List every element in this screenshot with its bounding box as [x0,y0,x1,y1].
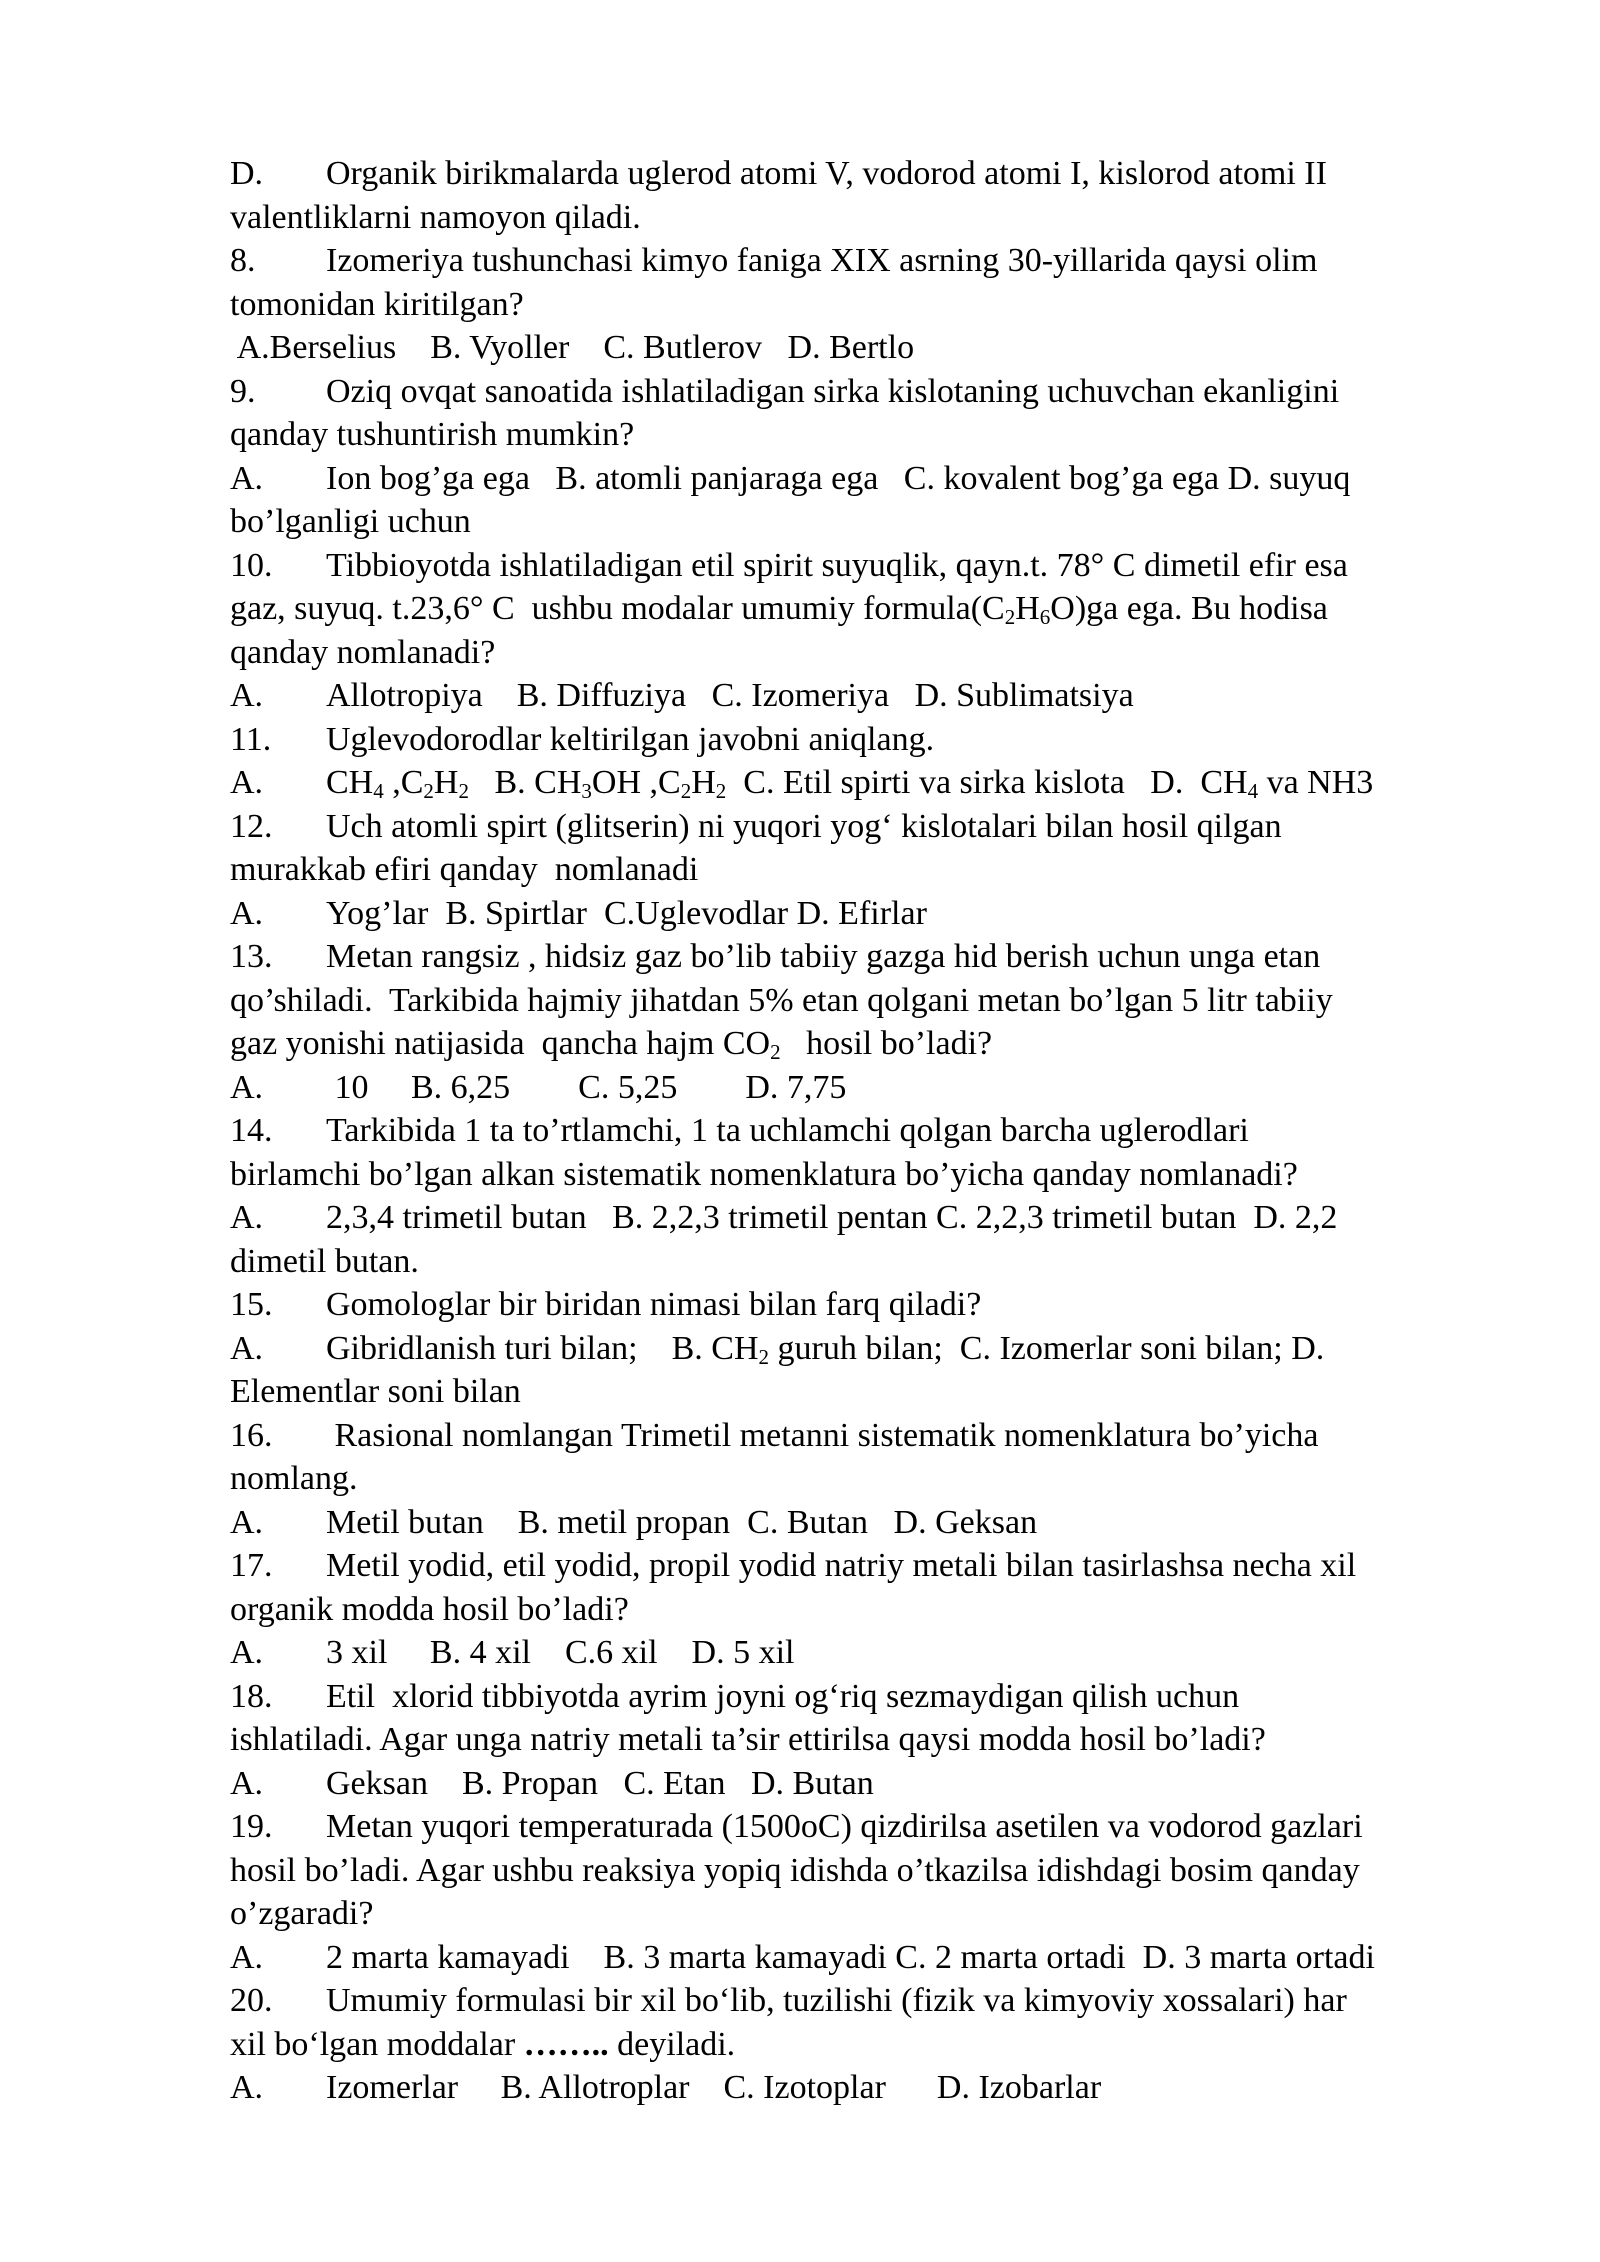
formula: B. CH [468,764,582,801]
question-9 [230,370,1530,414]
subscript: 2 [715,779,727,803]
question-text: xil bo‘lgan moddalar [230,2025,524,2063]
question-15 [230,1283,1530,1327]
option-label: A. [230,894,264,932]
question-number: 20. [230,1982,273,2019]
question-number: 14. [230,1112,273,1149]
options-text: 10 B. 6,25 C. 5,25 D. 7,75 [326,1068,847,1106]
formula: OH ,C [591,764,681,801]
question-number: 8. [230,242,256,279]
question-17 [230,1544,1530,1588]
option-label: A. [230,1329,264,1367]
question-19 [230,1805,1530,1849]
formula-text: gaz, suyuq. t.23,6° C ushbu modalar umumiy formula(C [230,590,1005,627]
question-text: Umumiy formulasi bir xil bo‘lib, tuzilishi (fizik va kimyoviy xossalari) har [326,1982,1347,2019]
subscript: 2 [458,779,469,803]
options-text: 3 xil B. 4 xil C.6 xil D. 5 xil [326,1634,795,1671]
question-14 [230,1109,1530,1153]
question-9-options [230,457,1530,501]
option-label: A. [230,1068,264,1106]
blank-dots: …….. [523,2025,609,2063]
question-13-cont: qo’shiladi. Tarkibida hajmiy jihatdan 5% etan qolgani metan bo’lgan 5 litr tabiiy [230,981,1333,1019]
question-number: 10. [230,546,273,584]
subscript: 4 [1247,779,1259,803]
formula: H [691,764,716,801]
question-text: Izomeriya tushunchasi kimyo faniga XIX asrning 30-yillarida qaysi olim [326,242,1318,279]
question-text: Etil xlorid tibbiyotda ayrim joyni og‘riq sezmaydigan qilish uchun [326,1677,1240,1715]
document-page [230,152,1530,2110]
question-10-options [230,674,1530,718]
options-text: 2 marta kamayadi B. 3 marta kamayadi C. 2 marta ortadi D. 3 marta ortadi [326,1938,1375,1976]
options-text: Yog’lar B. Spirtlar C.Uglevodlar D. Efirlar [326,894,927,932]
question-text: gaz yonishi natijasida qancha hajm CO [230,1025,771,1062]
question-text: hosil bo’ladi? [780,1025,993,1062]
q7-option-d-cont: valentliklarni namoyon qiladi. [230,198,641,236]
option-label: A. [230,1503,264,1541]
question-text: Metan rangsiz , hidsiz gaz bo’lib tabiiy gazga hid berish uchun unga etan [326,938,1321,975]
option-label: D. [230,155,264,192]
formula: CH [326,764,374,801]
question-12-cont: murakkab efiri qanday nomlanadi [230,851,699,888]
question-18-options [230,1762,1530,1806]
q7-option-d [230,152,1530,196]
subscript: 6 [1039,605,1051,629]
question-16-options [230,1501,1530,1545]
question-10 [230,544,1530,588]
question-text: Metan yuqori temperaturada (1500oC) qizdirilsa asetilen va vodorod gazlari [326,1808,1363,1845]
question-12-options [230,892,1530,936]
question-number: 18. [230,1677,273,1715]
question-number: 12. [230,807,273,845]
question-number: 11. [230,720,272,758]
question-9-options-cont: bo’lganligi uchun [230,503,471,540]
options-text: Metil butan B. metil propan C. Butan D. Geksan [326,1503,1038,1541]
question-16-cont: nomlang. [230,1460,358,1497]
question-12 [230,805,1530,849]
question-14-cont: birlamchi bo’lgan alkan sistematik nomenklatura bo’yicha qanday nomlanadi? [230,1155,1298,1193]
formula-text: O)ga ega. Bu hodisa [1050,590,1328,627]
formula-text: H [1015,590,1040,627]
question-text: Metil yodid, etil yodid, propil yodid natriy metali bilan tasirlashsa necha xil [326,1547,1357,1584]
subscript: 2 [680,779,692,803]
option-label: A. [230,764,264,801]
subscript: 2 [770,1040,781,1064]
question-14-options-cont: dimetil butan. [230,1242,419,1280]
question-10-cont [230,587,1530,631]
question-13-options [230,1066,1530,1110]
options-text: Allotropiya B. Diffuziya C. Izomeriya D. Sublimatsiya [326,677,1134,714]
question-13-cont-2 [230,1022,1530,1066]
question-number: 17. [230,1547,273,1584]
formula: ,C [383,764,424,801]
question-8-options: A.Berselius B. Vyoller C. Butlerov D. Bertlo [230,329,915,366]
subscript: 2 [1004,605,1016,629]
question-18 [230,1675,1530,1719]
option-label: A. [230,1764,264,1802]
question-number: 15. [230,1286,273,1323]
option-label: A. [230,1199,264,1236]
question-11-options [230,761,1530,805]
option-label: A. [230,459,264,497]
options-text: Ion bog’ga ega B. atomli panjaraga ega C. kovalent bog’ga ega D. suyuq [326,459,1351,497]
question-20-cont [230,2023,1530,2067]
subscript: 2 [758,1344,770,1369]
question-text: deyiladi. [608,2025,736,2063]
option-label: A. [230,1938,264,1976]
option-label: A. [230,1634,264,1671]
options-text: guruh bilan; C. Izomerlar soni bilan; D. [769,1329,1325,1367]
formula: H [433,764,459,801]
options-text: Izomerlar B. Allotroplar C. Izotoplar D. Izobarlar [326,2069,1102,2106]
question-text: Rasional nomlangan Trimetil metanni sistematik nomenklatura bo’yicha [326,1416,1319,1454]
question-number: 9. [230,372,256,410]
subscript: 4 [373,779,384,803]
question-19-options [230,1936,1530,1980]
question-15-options [230,1327,1530,1371]
question-17-options [230,1631,1530,1675]
question-number: 16. [230,1416,273,1454]
question-number: 13. [230,938,273,975]
question-14-options [230,1196,1530,1240]
question-10-cont-2: qanday nomlanadi? [230,633,496,671]
formula: C. Etil spirti va sirka kislota D. CH [726,764,1248,801]
options-text: Gibridlanish turi bilan; B. CH [326,1329,759,1367]
question-19-cont-2: o’zgaradi? [230,1895,374,1932]
question-20 [230,1979,1530,2023]
options-text: 2,3,4 trimetil butan B. 2,2,3 trimetil pentan C. 2,2,3 trimetil butan D. 2,2 [326,1199,1338,1236]
question-19-cont: hosil bo’ladi. Agar ushbu reaksiya yopiq idishda o’tkazilsa idishdagi bosim qanday [230,1851,1360,1889]
subscript: 3 [581,779,592,803]
question-9-cont: qanday tushuntirish mumkin? [230,416,635,453]
question-text: Oziq ovqat sanoatida ishlatiladigan sirka kislotaning uchuvchan ekanligini [326,372,1340,410]
question-15-options-cont: Elementlar soni bilan [230,1373,521,1410]
question-16 [230,1414,1530,1458]
question-17-cont: organik modda hosil bo’ladi? [230,1590,629,1628]
question-text: Uch atomli spirt (glitserin) ni yuqori yog‘ kislotalari bilan hosil qilgan [326,807,1282,845]
option-label: A. [230,2069,264,2106]
question-number: 19. [230,1808,273,1845]
subscript: 2 [423,779,434,803]
options-text: Geksan B. Propan C. Etan D. Butan [326,1764,874,1802]
question-13 [230,935,1530,979]
question-18-cont: ishlatiladi. Agar unga natriy metali ta’sir ettirilsa qaysi modda hosil bo’ladi? [230,1721,1266,1758]
question-8 [230,239,1530,283]
question-8-cont: tomonidan kiritilgan? [230,285,524,323]
question-text: Uglevodorodlar keltirilgan javobni aniqlang. [326,720,935,758]
option-label: A. [230,677,264,714]
question-text: Tarkibida 1 ta to’rtlamchi, 1 ta uchlamchi qolgan barcha uglerodlari [326,1112,1249,1149]
question-text: Gomologlar bir biridan nimasi bilan farq qiladi? [326,1286,982,1323]
question-20-options [230,2066,1530,2110]
option-text: Organik birikmalarda uglerod atomi V, vodorod atomi I, kislorod atomi II [326,155,1327,192]
question-11 [230,718,1530,762]
formula: va NH3 [1258,764,1374,801]
question-text: Tibbioyotda ishlatiladigan etil spirit suyuqlik, qayn.t. 78° C dimetil efir esa [326,546,1348,584]
